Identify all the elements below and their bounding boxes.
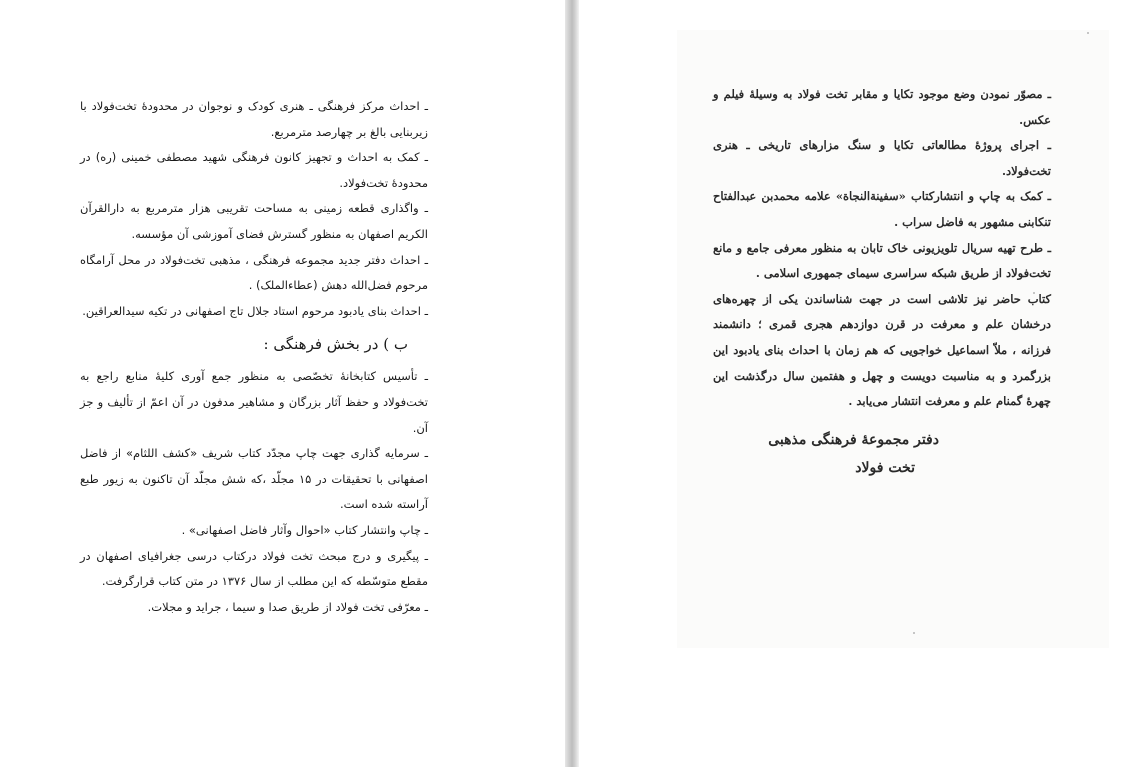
signature-block bbox=[759, 426, 939, 482]
signature-line: دفتر مجموعهٔ فرهنگی مذهبی bbox=[768, 432, 939, 448]
paragraph: ـ پیگیری و درج مبحث تخت فولاد درکتاب درسی جغرافیای اصفهان در مقطع متوسّطه که این مطلب از سال ۱۳۷۶ در متن کتاب قرارگرفت. bbox=[80, 548, 428, 589]
paragraph: ـ تأسیس کتابخانهٔ تخصّصی به منظور جمع آوری کلیهٔ منابع راجع به تخت‌فولاد و حفظ آثار بزرگان و مشاهیر مدفون در آن اعمّ از تألیف و جز آن. bbox=[80, 369, 428, 435]
scan-speck bbox=[913, 632, 915, 634]
paragraph: ـ احداث دفتر جدید مجموعه فرهنگی ، مذهبی تخت‌فولاد در محل آرامگاه مرحوم فضل‌الله دهش (عطاءالملک) . bbox=[80, 252, 428, 293]
paragraph: ـ کمک به احداث و تجهیز کانون فرهنگی شهید مصطفی خمینی (ره) در محدودهٔ تخت‌فولاد. bbox=[80, 150, 428, 190]
paragraph: ـ احداث بنای یادبود مرحوم استاد جلال تاج اصفهانی در تکیه سیدالعراقین. bbox=[82, 303, 428, 318]
paragraph: ـ طرح تهیه سریال تلویزیونی خاک تابان به منظور معرفی جامع و مانع تخت‌فولاد از طریق شبکه سراسری سیمای جمهوری اسلامی . bbox=[713, 240, 1051, 281]
paragraph: ـ احداث مرکز فرهنگی ـ هنری کودک و نوجوان در محدودهٔ تخت‌فولاد با زیربنایی بالغ بر چهارصد مترمربع. bbox=[80, 99, 428, 139]
paragraph: کتاب حاضر نیز تلاشی است در جهت شناساندن یکی از چهره‌های درخشان علم و معرفت در قرن دوازدهم هجری قمری ؛ دانشمند فرزانه ، ملاّ اسماعیل خواجویی که هم زمان با احداث بنای یادبود این بزرگمرد و به مناسبت دویست و چهل و هفتمین سال درگذشت این چهرهٔ گمنام علم و معرفت انتشار می‌یابد . bbox=[713, 291, 1051, 409]
paragraph: ـ چاپ وانتشار کتاب «احوال وآثار فاضل اصفهانی» . bbox=[181, 522, 428, 537]
paragraph: ـ مصوّر نمودن وضع موجود تکایا و مقابر تخت فولاد به وسیلهٔ فیلم و عکس. bbox=[713, 87, 1051, 127]
left-page bbox=[0, 0, 565, 767]
left-page-text bbox=[80, 94, 428, 620]
scan-speck bbox=[1087, 32, 1089, 34]
signature-line: تخت فولاد bbox=[855, 460, 915, 476]
section-heading: ب ) در بخش فرهنگی : bbox=[263, 335, 408, 354]
paragraph: ـ اجرای پروژهٔ مطالعاتی تکایا و سنگ مزارهای تاریخی ـ هنری تخت‌فولاد. bbox=[713, 138, 1051, 178]
paragraph: ـ کمک به چاپ و انتشارکتاب «سفینةالنجاة» علامه محمدبن عبدالفتاح تنکابنی مشهور به فاضل سراب . bbox=[713, 189, 1051, 229]
page-gutter bbox=[565, 0, 579, 767]
paragraph: ـ سرمایه گذاری جهت چاپ مجدّد کتاب شریف «کشف اللثام» از فاضل اصفهانی با تحقیقات در ۱۵ مجلّد ،که شش مجلّد آن تاکنون به زیور طبع آراسته شده است. bbox=[80, 446, 428, 512]
right-page-text bbox=[713, 82, 1051, 415]
right-page bbox=[579, 0, 1132, 767]
paragraph: ـ معرّفی تخت فولاد از طریق صدا و سیما ، جراید و مجلات. bbox=[147, 599, 428, 614]
paragraph: ـ واگذاری قطعه زمینی به مساحت تقریبی هزار مترمربع به دارالقرآن الکریم اصفهان به منظور گسترش فضای آموزشی آن مؤسسه. bbox=[80, 201, 428, 241]
